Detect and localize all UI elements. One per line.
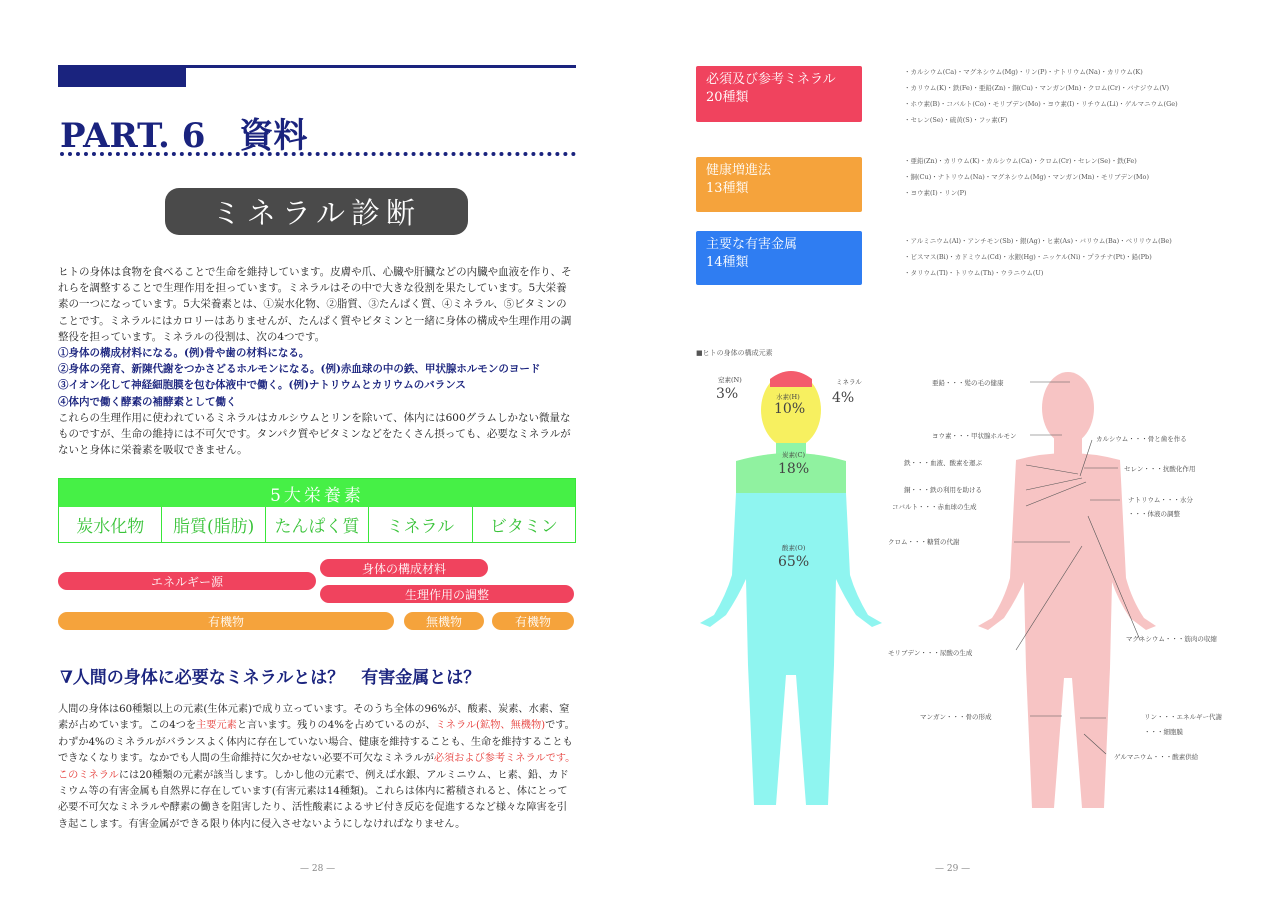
list-item: ・アルミニウム(Al)・アンチモン(Sb)・銀(Ag)・ヒ素(As)・バリウム(Ba)・ベリリウム(Be) [904, 237, 1172, 245]
body-label: ヨウ素・・・甲状腺ホルモン [932, 432, 1017, 440]
body2-highlight: 主要元素 [196, 720, 237, 732]
list-item: ・ヨウ素(I)・リン(P) [904, 189, 967, 197]
body-label: カルシウム・・・骨と歯を作る [1096, 435, 1187, 443]
page-number: — 29 — [935, 864, 971, 874]
list-item: ・ホウ素(B)・コバルト(Co)・モリブデン(Mo)・ヨウ素(I)・リチウム(Li)・ゲルマニウム(Ge) [904, 100, 1178, 108]
category-list-toxic [904, 233, 1244, 281]
nutrients-header: 5大栄養素 [59, 479, 575, 507]
nutrients-row [59, 507, 575, 542]
title-accent-block [58, 65, 186, 87]
category-box-health [696, 157, 862, 212]
element-percent: 3% [716, 386, 739, 402]
element-percent: 65% [778, 554, 810, 570]
list-item: ・カルシウム(Ca)・マグネシウム(Mg)・リン(P)・ナトリウム(Na)・カリウム(K) [904, 68, 1143, 76]
element-label: ミネラル [836, 378, 862, 386]
category-title: 健康増進法 [706, 163, 772, 178]
body-label: ゲルマニウム・・・酸素供給 [1114, 753, 1199, 761]
category-title: 必須及び参考ミネラル [706, 72, 836, 87]
category-count: 20種類 [706, 90, 749, 105]
element-label: 水素(H) [776, 393, 800, 401]
bar-energy: エネルギー源 [58, 572, 316, 590]
list-item: ・亜鉛(Zn)・カリウム(K)・カルシウム(Ca)・クロム(Cr)・セレン(Se)・鉄(Fe) [904, 157, 1137, 165]
element-label: 酸素(O) [782, 544, 806, 552]
category-title: 主要な有害金属 [706, 237, 798, 252]
body-label: マグネシウム・・・筋肉の収縮 [1126, 635, 1217, 643]
right-page [640, 0, 1280, 903]
element-label: 窒素(N) [718, 376, 742, 384]
body-label: ・・・体液の調整 [1128, 510, 1180, 518]
intro-text-1: ヒトの身体は食物を食べることで生命を維持しています。皮膚や爪、心臓や肝臓などの内臓や血液を作り、それらを調整することで生理作用を担っています。ミネラルはその中で大きな役割を果たしています。5大栄養素の一つになっています。5大栄養素とは、①炭水化物、②脂質、③たんぱく質、④ミネラル、⑤ビタミンのことです。ミネラルにはカロリーはありませんが、たんぱく質やビタミンと一緒に身体の構成や生理作用の調整役を担っています。ミネラルの役割は、次の4つです。 [58, 266, 572, 343]
nutrient-cell: ビタミン [489, 517, 558, 537]
body-composition-figure [696, 365, 886, 815]
category-count: 13種類 [706, 181, 749, 196]
intro-text-2: これらの生理作用に使われているミネラルはカルシウムとリンを除いて、体内には600グラムしかない微量なものですが、生命の維持には不可欠です。タンパク質やビタミンなどをたくさん摂っても、必要なミネラルがないと身体に栄養素を吸収できません。 [58, 411, 571, 457]
list-item: ・ビスマス(Bi)・カドミウム(Cd)・水銀(Hg)・ニッケル(Ni)・プラチナ(Pt)・鉛(Pb) [904, 253, 1152, 261]
role-item: ②身体の発育、新陳代謝をつかさどるホルモンになる。(例)赤血球の中の鉄、甲状腺ホルモンのヨード [58, 363, 541, 376]
body-label: コバルト・・・赤血球の生成 [892, 503, 977, 511]
category-list-essential [904, 64, 1244, 128]
body2-text: です。わずか4%のミネラルがバランスよく体内に存在していない場合、健康を維持することも、生命を維持することもできなくなります。なかでも人間の生命維持に欠かせない必要不可欠なミネラルが [58, 720, 575, 765]
head-shape [1042, 372, 1094, 444]
oxygen-region [700, 493, 882, 805]
element-label: 炭素(C) [782, 451, 806, 459]
body-label: 亜鉛・・・髪の毛の健康 [932, 379, 1004, 387]
intro-paragraph [58, 264, 576, 458]
body-label: ・・・細胞膜 [1144, 728, 1183, 736]
category-box-toxic [696, 231, 862, 285]
body-paragraph-2 [58, 702, 576, 833]
category-list-health [904, 153, 1244, 201]
body-label: 鉄・・・血液、酸素を運ぶ [904, 459, 982, 467]
body2-text: と言います。残りの4%を占めているのが、 [236, 720, 436, 732]
nutrient-cell: たんぱく質 [266, 507, 369, 542]
category-box-essential [696, 66, 862, 122]
nutrients-table [58, 478, 576, 543]
body-label: 銅・・・鉄の利用を助ける [904, 486, 982, 494]
role-item: ①身体の構成材料になる。(例)骨や歯の材料になる。 [58, 347, 310, 360]
list-item: ・タリウム(Tl)・トリウム(Th)・ウラニウム(U) [904, 269, 1044, 277]
category-count: 14種類 [706, 255, 749, 270]
list-item: ・銅(Cu)・ナトリウム(Na)・マグネシウム(Mg)・マンガン(Mn)・モリブデン(Mo) [904, 173, 1149, 181]
list-item: ・カリウム(K)・鉄(Fe)・亜鉛(Zn)・銅(Cu)・マンガン(Mn)・クロム(Cr)・バナジウム(V) [904, 84, 1170, 92]
nitrogen-region [770, 371, 812, 387]
bar-organic: 有機物 [492, 612, 574, 630]
role-item: ③イオン化して神経細胞膜を包む体液中で働く。(例)ナトリウムとカリウムのバランス [58, 379, 466, 392]
bar-structure: 身体の構成材料 [320, 559, 488, 577]
dotted-divider [60, 152, 576, 156]
body-label: セレン・・・抗酸化作用 [1124, 465, 1196, 473]
body-label: リン・・・エネルギー代謝 [1144, 713, 1222, 721]
page-number: — 28 — [300, 864, 336, 874]
nutrient-cell: ミネラル [369, 507, 472, 542]
nutrient-cell: 炭水化物 [59, 507, 162, 542]
bar-inorganic: 無機物 [404, 612, 484, 630]
body2-text: 人間の身体は60種類以上の元素(生体元素)で成り立っています。そのうち全体の96%が、酸素、炭素、水素、窒素が占めています。この4つを [58, 704, 570, 732]
bar-organic: 有機物 [58, 612, 394, 630]
section-pill: ミネラル診断 [165, 188, 468, 235]
legend-title: ■ヒトの身体の構成元素 [696, 349, 773, 357]
element-percent: 18% [778, 461, 810, 477]
body2-text: には20種類の元素が該当します。しかし他の元素で、例えば水銀、アルミニウム、ヒ素、鉛、カドミウム等の有害金属も自然界に存在しています(有害元素は14種類)。これらは体内に蓄積されると、体にとって必要不可欠なミネラルや酵素の働きを阻害したり、活性酸素によるサビ付き反応を促進するなど様々な障害を引き起こします。有害金属ができる限り体内に侵入させないようにしなければなりません。 [58, 769, 569, 830]
body-label: モリブデン・・・尿酸の生成 [888, 649, 973, 657]
section-heading: ∇人間の身体に必要なミネラルとは？ 有害金属とは？ [60, 668, 481, 688]
list-item: ・セレン(Se)・硫黄(S)・フッ素(F) [904, 116, 1008, 124]
element-percent: 10% [774, 401, 806, 417]
nutrient-cell: 脂質(脂肪) [162, 507, 265, 542]
body-label: クロム・・・糖質の代謝 [888, 538, 960, 546]
body2-highlight: ミネラル(鉱物、無機物) [435, 720, 546, 732]
body-label: マンガン・・・骨の形成 [920, 713, 992, 721]
role-item: ④体内で働く酵素の補酵素として働く [58, 395, 237, 408]
bar-regulation: 生理作用の調整 [320, 585, 574, 603]
body2-highlight: 必須および参考ミネラルです。このミネラル [58, 753, 576, 781]
body-label: ナトリウム・・・水分 [1128, 496, 1193, 504]
element-percent: 4% [832, 390, 855, 406]
part-title: PART. 6 資料 [60, 116, 308, 156]
